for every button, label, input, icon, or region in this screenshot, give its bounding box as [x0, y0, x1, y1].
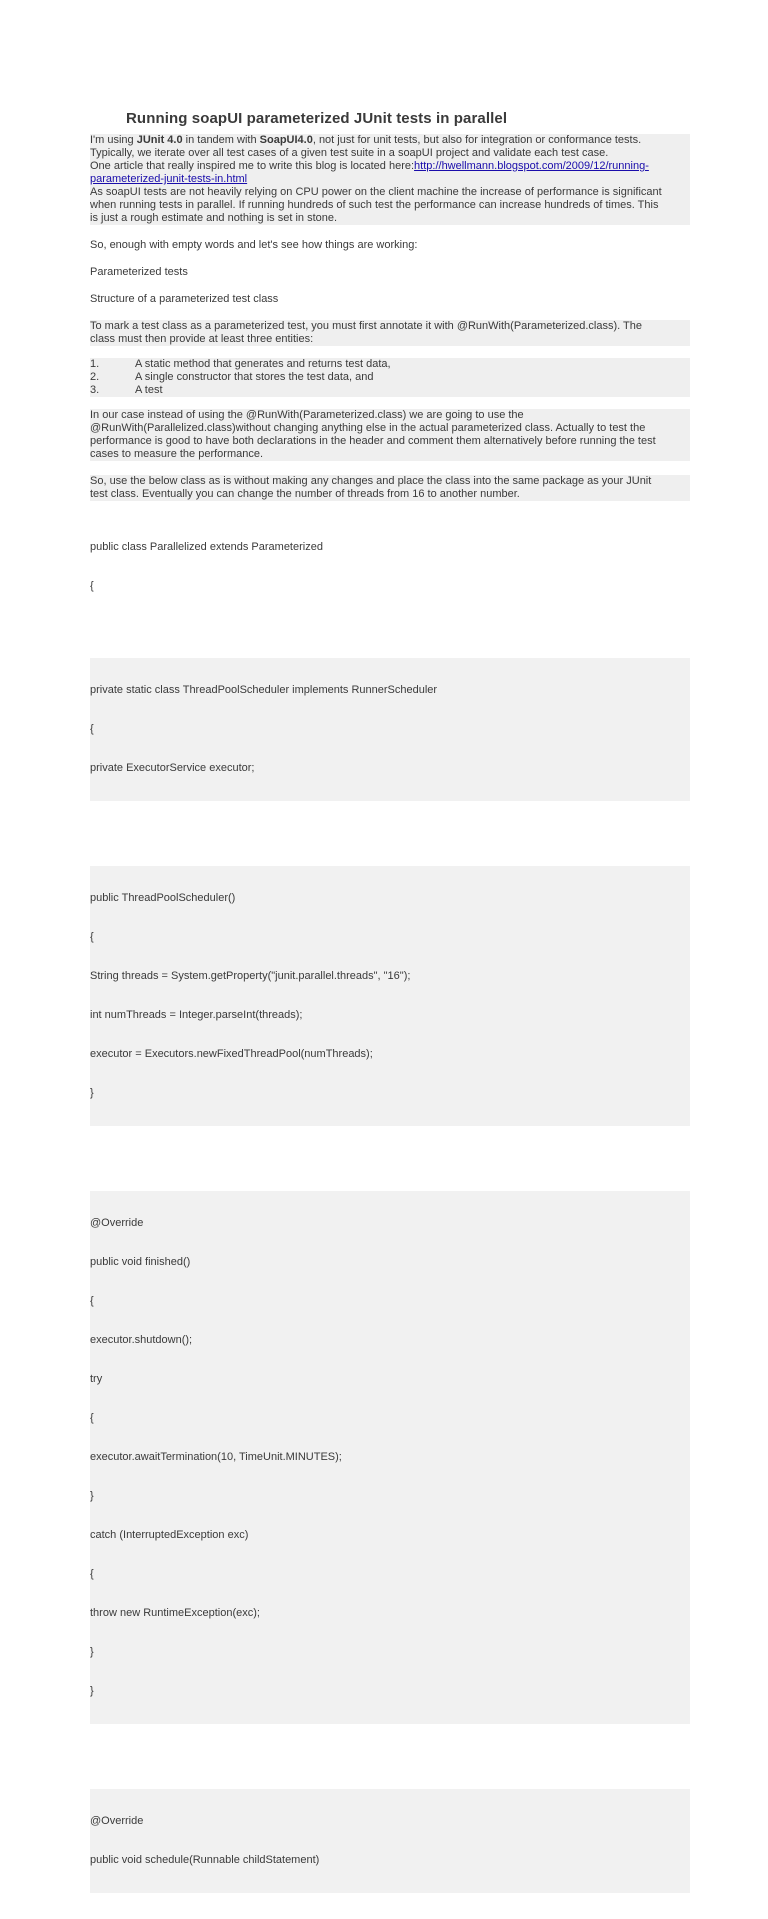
mark-paragraph: [90, 320, 690, 346]
text: , not just for unit tests, but also for integration or conformance tests.: [312, 134, 642, 146]
article-link-cont[interactable]: parameterized-junit-tests-in.html: [90, 173, 248, 185]
code-line: {: [90, 723, 94, 735]
intro-line-6: when running tests in parallel. If running hundreds of such test the performance can increase hundreds of times. This: [90, 199, 659, 211]
code-line: {: [90, 1295, 94, 1307]
intro-paragraph: [90, 134, 690, 225]
list-text: A single constructor that stores the test data, and: [135, 371, 374, 383]
text: So, enough with empty words and let's see how things are working:: [90, 239, 418, 251]
text: Parameterized tests: [90, 266, 188, 278]
text: So, use the below class as is without making any changes and place the class into the same package as your JUnit: [90, 475, 652, 487]
code-line: {: [90, 580, 94, 592]
document-body: [90, 134, 690, 1919]
code-line: public void schedule(Runnable childStatement): [90, 1854, 320, 1866]
heading-parameterized: [90, 266, 690, 279]
code-line: private static class ThreadPoolScheduler implements RunnerScheduler: [90, 684, 438, 696]
code-line: executor = Executors.newFixedThreadPool(numThreads);: [90, 1048, 373, 1060]
text: class must then provide at least three entities:: [90, 333, 314, 345]
list-text: A test: [135, 384, 163, 396]
code-line: public void finished(): [90, 1256, 191, 1268]
code-listing: [90, 515, 690, 1919]
text: performance is good to have both declarations in the header and comment them alternatively before running the test: [90, 435, 656, 447]
list-number: 3.: [90, 384, 100, 396]
code-line: }: [90, 1490, 94, 1502]
code-line: {: [90, 1412, 94, 1424]
code-line: public class Parallelized extends Parameterized: [90, 541, 323, 553]
article-link[interactable]: http://hwellmann.blogspot.com/2009/12/running-: [414, 160, 649, 172]
enough-paragraph: [90, 239, 690, 252]
text: in tandem with: [182, 134, 260, 146]
code-line: public ThreadPoolScheduler(): [90, 892, 236, 904]
intro-line-4: [90, 173, 690, 186]
code-line: throw new RuntimeException(exc);: [90, 1607, 260, 1619]
case-paragraph: [90, 409, 690, 461]
code-line: executor.shutdown();: [90, 1334, 193, 1346]
code-line: {: [90, 1568, 94, 1580]
code-block: [90, 658, 690, 801]
intro-line-1: [90, 134, 690, 147]
text: cases to measure the performance.: [90, 448, 264, 460]
code-block: [90, 1191, 690, 1724]
text: I'm using: [90, 134, 137, 146]
list-text: A static method that generates and returns test data,: [135, 358, 391, 370]
intro-line-2: Typically, we iterate over all test cases of a given test suite in a soapUI project and validate each test case.: [90, 147, 609, 159]
text: In our case instead of using the @RunWith(Parameterized.class) we are going to use the: [90, 409, 524, 421]
soapui-version: SoapUI4.0: [259, 134, 313, 146]
code-line: try: [90, 1373, 103, 1385]
heading-structure: [90, 293, 690, 306]
text: test class. Eventually you can change the number of threads from 16 to another number.: [90, 488, 520, 500]
page-title: Running soapUI parameterized JUnit tests in parallel: [126, 110, 508, 127]
intro-line-5: As soapUI tests are not heavily relying on CPU power on the client machine the increase of performance is significant: [90, 186, 662, 198]
list-number: 1.: [90, 358, 100, 370]
code-line: {: [90, 931, 94, 943]
list-item: [90, 358, 690, 371]
use-paragraph: [90, 475, 690, 501]
code-line: @Override: [90, 1217, 144, 1229]
intro-line-7: is just a rough estimate and nothing is set in stone.: [90, 212, 338, 224]
junit-version: JUnit 4.0: [136, 134, 183, 146]
intro-line-3: [90, 160, 690, 173]
code-line: }: [90, 1087, 94, 1099]
text: To mark a test class as a parameterized test, you must first annotate it with @RunWith(Parameterized.class). The: [90, 320, 643, 332]
code-block: [90, 1789, 690, 1893]
code-line: private ExecutorService executor;: [90, 762, 255, 774]
list-number: 2.: [90, 371, 100, 383]
code-block: [90, 866, 690, 1126]
text: One article that really inspired me to write this blog is located here:: [90, 160, 415, 172]
entities-list: [90, 358, 690, 397]
text: Structure of a parameterized test class: [90, 293, 279, 305]
list-item: [90, 371, 690, 384]
code-line: }: [90, 1646, 94, 1658]
list-item: [90, 384, 690, 397]
code-line: @Override: [90, 1815, 144, 1827]
code-line: String threads = System.getProperty("junit.parallel.threads", "16");: [90, 970, 411, 982]
code-line: int numThreads = Integer.parseInt(threads);: [90, 1009, 303, 1021]
text: @RunWith(Parallelized.class)without changing anything else in the actual parameterized class. Actually to test the: [90, 422, 646, 434]
code-line: catch (InterruptedException exc): [90, 1529, 249, 1541]
code-line: }: [90, 1685, 94, 1697]
code-line: executor.awaitTermination(10, TimeUnit.MINUTES);: [90, 1451, 342, 1463]
